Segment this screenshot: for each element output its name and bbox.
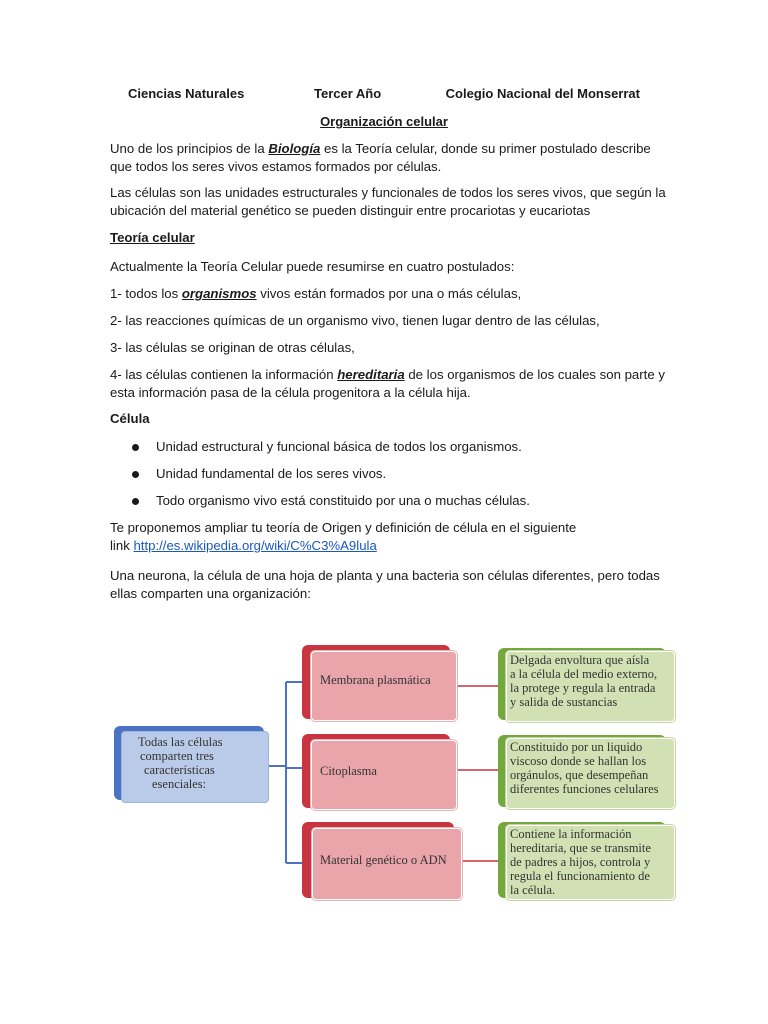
desc-line: la célula. xyxy=(510,883,556,897)
theory-heading: Teoría celular xyxy=(110,230,195,245)
header-subject: Ciencias Naturales xyxy=(128,86,245,101)
bullet-dot-icon xyxy=(132,444,139,451)
desc-citoplasma-text xyxy=(510,740,676,796)
theory-lead: Actualmente la Teoría Celular puede resumirse en cuatro postulados: xyxy=(110,259,515,274)
intro-p2-line2: ubicación del material genético se pueden distinguir entre procariotas y eucariotas xyxy=(110,203,591,218)
postulate-4-line2: esta información pasa de la célula progenitora a la célula hija. xyxy=(110,385,471,400)
node-adn-label: Material genético o ADN xyxy=(320,853,447,867)
desc-line: y salida de sustancias xyxy=(510,695,618,709)
postulate-1-after: vivos están formados por una o más células, xyxy=(256,286,522,301)
desc-citoplasma-box xyxy=(498,735,678,811)
intro-p1-keyword: Biología xyxy=(268,141,321,156)
closing-paragraph xyxy=(110,567,670,603)
link-paragraph-line1: Te proponemos ampliar tu teoría de Origen y definición de célula en el siguiente xyxy=(110,520,577,535)
bullet-dot-icon xyxy=(132,498,139,505)
header-year: Tercer Año xyxy=(314,86,382,101)
document-title: Organización celular xyxy=(320,114,448,129)
root-line-4: esenciales: xyxy=(152,777,207,791)
bullet-text: Unidad fundamental de los seres vivos. xyxy=(156,466,387,481)
link-paragraph xyxy=(110,519,650,555)
intro-p1-before: Uno de los principios de la xyxy=(110,141,269,156)
bullet-dot-icon xyxy=(132,471,139,478)
closing-line2: ellas comparten una organización: xyxy=(110,586,311,601)
desc-line: a la célula del medio externo, xyxy=(510,667,658,681)
root-concept-box xyxy=(114,726,270,804)
desc-membrana-box xyxy=(498,648,678,724)
root-box-text xyxy=(138,735,258,791)
postulate-4-before: 4- las células contienen la información xyxy=(110,367,338,382)
postulate-1-keyword: organismos xyxy=(181,286,257,301)
postulate-1-before: 1- todos los xyxy=(110,286,182,301)
node-membrana-label: Membrana plasmática xyxy=(320,673,431,687)
postulate-4-keyword: hereditaria xyxy=(337,367,405,382)
bullet-text: Unidad estructural y funcional básica de todos los organismos. xyxy=(156,439,522,454)
node-membrana-box xyxy=(302,645,460,723)
root-line-3: características xyxy=(144,763,215,777)
cell-heading: Célula xyxy=(110,411,150,426)
desc-line: la protege y regula la entrada xyxy=(510,681,656,695)
root-line-1: Todas las células xyxy=(138,735,223,749)
node-adn-box xyxy=(302,822,466,902)
node-citoplasma-box xyxy=(302,734,460,812)
desc-adn-box xyxy=(498,822,678,902)
desc-line: orgánulos, que desempeñan xyxy=(510,768,649,782)
desc-line: hereditaria, que se transmite xyxy=(510,841,651,855)
root-line-2: comparten tres xyxy=(140,749,214,763)
desc-line: Constituido por un liquido xyxy=(510,740,643,754)
intro-paragraph-2 xyxy=(110,184,670,220)
header-school: Colegio Nacional del Monserrat xyxy=(445,86,640,101)
desc-line: Contiene la información xyxy=(510,827,632,841)
intro-p1-line2: que todos los seres vivos estamos formados por células. xyxy=(110,159,442,174)
wikipedia-link[interactable]: http://es.wikipedia.org/wiki/C%C3%A9lula xyxy=(133,538,377,553)
desc-adn-text xyxy=(510,827,676,897)
closing-line1: Una neurona, la célula de una hoja de planta y una bacteria son células diferentes, pero todas xyxy=(110,568,660,583)
link-paragraph-prefix: link xyxy=(110,538,134,553)
node-citoplasma-label: Citoplasma xyxy=(320,764,377,778)
postulate-3: 3- las células se originan de otras células, xyxy=(110,340,355,355)
desc-line: de padres a hijos, controla y xyxy=(510,855,651,869)
desc-membrana-text xyxy=(510,653,676,709)
desc-line: Delgada envoltura que aísla xyxy=(510,653,650,667)
desc-line: diferentes funciones celulares xyxy=(510,782,659,796)
desc-line: viscoso donde se hallan los xyxy=(510,754,647,768)
bullet-text: Todo organismo vivo está constituido por una o muchas células. xyxy=(156,493,530,508)
intro-p1-after: es la Teoría celular, donde su primer postulado describe xyxy=(320,141,651,156)
postulate-4 xyxy=(110,366,670,402)
postulate-2: 2- las reacciones químicas de un organismo vivo, tienen lugar dentro de las células, xyxy=(110,313,600,328)
intro-p2-line1: Las células son las unidades estructurales y funcionales de todos los seres vivos, que según la xyxy=(110,185,666,200)
desc-line: regula el funcionamiento de xyxy=(510,869,650,883)
intro-paragraph-1 xyxy=(110,140,655,176)
postulate-1 xyxy=(110,285,655,303)
postulate-4-after: de los organismos de los cuales son parte y xyxy=(404,367,665,382)
